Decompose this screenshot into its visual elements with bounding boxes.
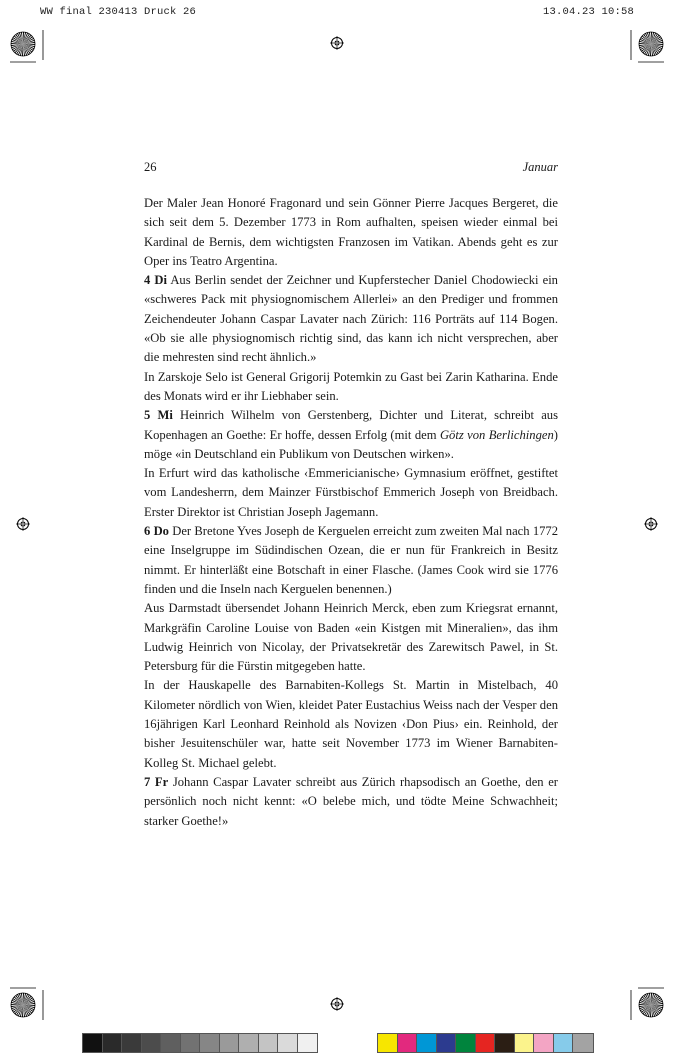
color-swatch	[161, 1034, 181, 1052]
color-swatch	[103, 1034, 123, 1052]
color-swatch	[554, 1034, 574, 1052]
color-swatch	[398, 1034, 418, 1052]
print-slug-left: WW final 230413 Druck 26	[40, 6, 197, 18]
paragraph: 4 Di Aus Berlin sendet der Zeichner und Kupferstecher Daniel Chodowiecki ein «schweres Pack mit physiognomischem Allerlei» an den Prediger und frommen Zeichendeuter Johann Caspar Lavater nach Zürich: 116 Porträts auf 114 Bogen. «Ob sie alle physiognomisch richtig sind, das kann ich nicht versprechen, aber die mehresten sind recht ähnlich.»	[144, 273, 558, 365]
section-title: Januar	[522, 160, 558, 174]
print-slug-right: 13.04.23 10:58	[542, 6, 634, 18]
paragraph: 7 Fr Johann Caspar Lavater schreibt aus Zürich rhapsodisch an Goethe, den er persönlich noch nicht kennt: «O belebe mich, und tödte Meine Schwachheit; starker Goethe!»	[144, 774, 558, 828]
color-control-strip	[377, 1033, 594, 1053]
gray-control-strip	[82, 1033, 318, 1053]
color-swatch	[417, 1034, 437, 1052]
color-swatch	[298, 1034, 318, 1052]
running-head	[144, 160, 558, 176]
color-swatch	[515, 1034, 535, 1052]
day-label: 4 Di	[144, 273, 167, 288]
color-swatch	[220, 1034, 240, 1052]
registration-target-icon	[16, 517, 30, 531]
color-swatch	[142, 1034, 162, 1052]
color-swatch	[122, 1034, 142, 1052]
work-title: Götz von Berlichingen	[439, 427, 554, 442]
paragraph: 5 Mi Heinrich Wilhelm von Gerstenberg, Dichter und Literat, schreibt aus Kopenhagen an Goethe: Er hoffe, dessen Erfolg (mit dem Götz von Berlichingen) möge «in Deutschland ein Publikum von Deutschen wirken».	[144, 408, 558, 461]
paragraph: 6 Do Der Bretone Yves Joseph de Kerguelen erreicht zum zweiten Mal nach 1772 eine Inselgruppe im Südindischen Ozean, die er nun für Frankreich in Besitz nimmt. Er hinterläßt eine Botschaft in einer Flasche. (James Cook wird sie 1776 finden und die Inseln nach Kerguelen benennen.)	[144, 524, 559, 596]
color-swatch	[259, 1034, 279, 1052]
color-swatch	[437, 1034, 457, 1052]
registration-target-icon	[330, 36, 344, 50]
page-number: 26	[144, 160, 157, 174]
color-swatch	[495, 1034, 515, 1052]
color-swatch	[83, 1034, 103, 1052]
paragraph: Aus Darmstadt übersendet Johann Heinrich Merck, eben zum Kriegsrat ernannt, Markgräfin Caroline Louise von Baden «ein Kistgen mit Mineralien», das ihm Ludwig Heinrich von Nicolay, der Privatsekretär des Zarewitsch Pawel, in St. Petersburg für die Fürstin mitgegeben hatte.	[144, 601, 558, 674]
day-label: 6 Do	[144, 524, 169, 539]
color-swatch	[476, 1034, 496, 1052]
body-text	[144, 194, 558, 831]
registration-target-icon	[330, 997, 344, 1011]
paragraph: In Erfurt wird das katholische ‹Emmericianische› Gymnasium eröffnet, gestiftet vom Landesherrn, dem Mainzer Fürstbischof Emmerich Joseph von Breidbach. Erster Direktor ist Christian Joseph Jagemann.	[144, 466, 558, 519]
color-swatch	[456, 1034, 476, 1052]
color-swatch	[239, 1034, 259, 1052]
color-swatch	[378, 1034, 398, 1052]
color-swatch	[534, 1034, 554, 1052]
registration-target-icon	[644, 517, 658, 531]
day-label: 5 Mi	[144, 408, 173, 423]
paragraph: Der Maler Jean Honoré Fragonard und sein Gönner Pierre Jacques Bergeret, die sich seit dem 5. Dezember 1773 in Rom aufhalten, speisen wieder einmal bei Kardinal de Bernis, dem wichtigsten Franzosen im Vatikan. Abends geht es zur Oper ins Teatro Argentina.	[144, 196, 558, 268]
paragraph: In der Hauskapelle des Barnabiten-Kollegs St. Martin in Mistelbach, 40 Kilometer nördlich von Wien, kleidet Pater Eustachius Weiss nach der Vesper den 16jährigen Karl Leonhard Reinhold als Novizen ‹Don Pius› ein. Reinhold, der bisher Jesuitenschüler war, hatte seit November 1773 im Wiener Barnabiten-Kolleg St. Michael gelebt.	[144, 678, 558, 770]
color-swatch	[573, 1034, 593, 1052]
color-swatch	[181, 1034, 201, 1052]
paragraph: In Zarskoje Selo ist General Grigorij Potemkin zu Gast bei Zarin Katharina. Ende des Monats wird er ihr Liebhaber sein.	[144, 369, 558, 403]
color-swatch	[200, 1034, 220, 1052]
color-swatch	[278, 1034, 298, 1052]
day-label: 7 Fr	[144, 774, 169, 789]
